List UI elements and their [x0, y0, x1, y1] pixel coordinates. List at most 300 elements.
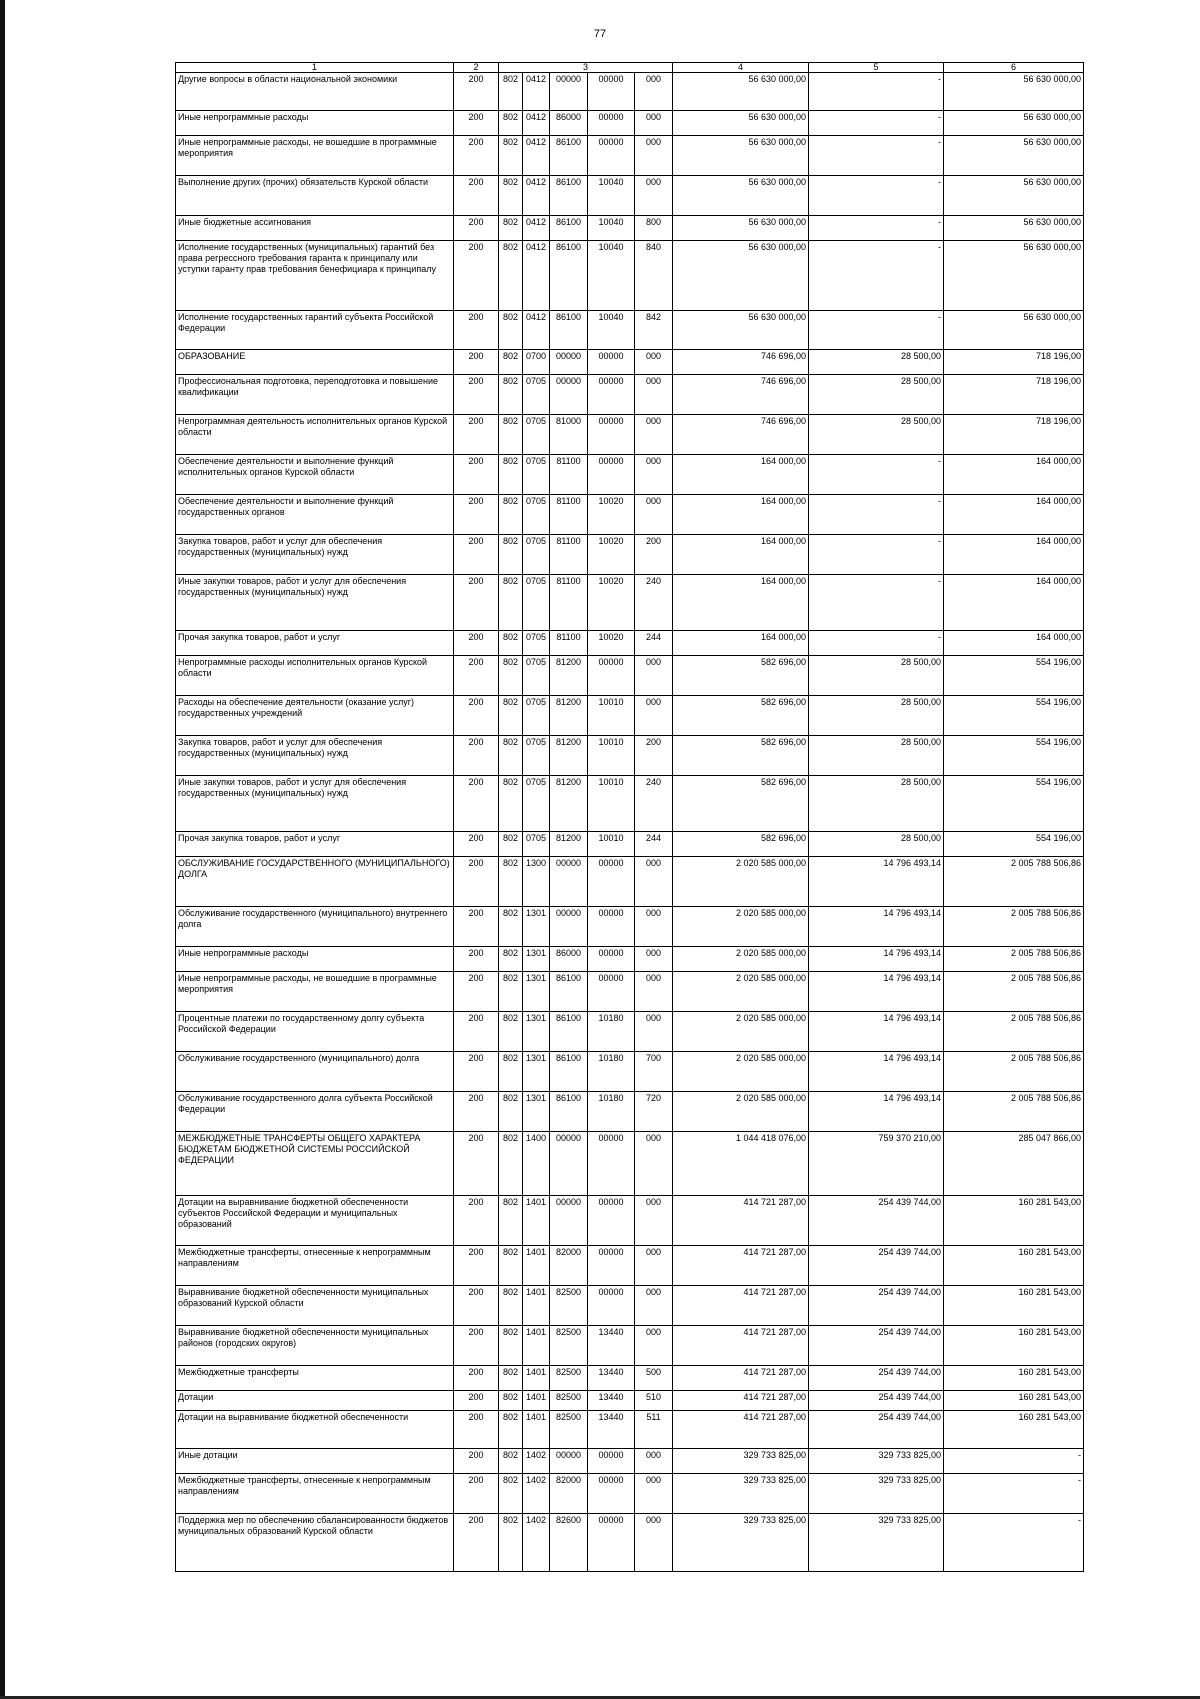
code-ministry: 802: [499, 1286, 523, 1326]
code-ministry: 802: [499, 656, 523, 696]
row-name: Обеспечение деятельности и выполнение функций государственных органов: [176, 495, 454, 535]
amount-col5: 14 796 493,14: [809, 972, 944, 1012]
row-name: Другие вопросы в области национальной экономики: [176, 73, 454, 111]
row-name: МЕЖБЮДЖЕТНЫЕ ТРАНСФЕРТЫ ОБЩЕГО ХАРАКТЕРА БЮДЖЕТАМ БЮДЖЕТНОЙ СИСТЕМЫ РОССИЙСКОЙ ФЕДЕРАЦИИ: [176, 1132, 454, 1196]
code-program: 81100: [550, 535, 588, 575]
code-direction: 00000: [588, 972, 635, 1012]
amount-col4: 2 020 585 000,00: [673, 1052, 809, 1092]
code-ministry: 802: [499, 350, 523, 375]
amount-col5: -: [809, 111, 944, 136]
code-ministry: 802: [499, 857, 523, 907]
table-row: [176, 350, 1084, 375]
code-direction: 13440: [588, 1366, 635, 1391]
code-ministry: 802: [499, 111, 523, 136]
amount-col6: 56 630 000,00: [944, 176, 1084, 216]
code-expense-type: 000: [635, 1196, 673, 1246]
code-direction: 10180: [588, 1012, 635, 1052]
amount-col5: 28 500,00: [809, 375, 944, 415]
code-program: 81200: [550, 736, 588, 776]
code-direction: 00000: [588, 350, 635, 375]
code-expense-type: 000: [635, 1474, 673, 1514]
amount-col4: 56 630 000,00: [673, 136, 809, 176]
table-row: [176, 535, 1084, 575]
code-program: 86000: [550, 111, 588, 136]
amount-col6: 164 000,00: [944, 455, 1084, 495]
code-ministry: 802: [499, 216, 523, 241]
col2-code: 200: [454, 1326, 499, 1366]
code-section: 0705: [523, 736, 550, 776]
amount-col5: -: [809, 535, 944, 575]
code-program: 86100: [550, 176, 588, 216]
table-row: [176, 111, 1084, 136]
col2-code: 200: [454, 776, 499, 832]
code-direction: 00000: [588, 455, 635, 495]
code-program: 00000: [550, 1132, 588, 1196]
amount-col5: -: [809, 216, 944, 241]
code-expense-type: 000: [635, 495, 673, 535]
amount-col4: 56 630 000,00: [673, 73, 809, 111]
code-direction: 00000: [588, 375, 635, 415]
code-expense-type: 840: [635, 241, 673, 311]
code-section: 1401: [523, 1286, 550, 1326]
code-expense-type: 000: [635, 1012, 673, 1052]
col2-code: 200: [454, 535, 499, 575]
amount-col6: 554 196,00: [944, 736, 1084, 776]
amount-col6: 160 281 543,00: [944, 1411, 1084, 1449]
code-section: 0705: [523, 776, 550, 832]
code-expense-type: 000: [635, 73, 673, 111]
row-name: Межбюджетные трансферты, отнесенные к непрограммным направлениям: [176, 1474, 454, 1514]
col2-code: 200: [454, 1411, 499, 1449]
amount-col5: 254 439 744,00: [809, 1286, 944, 1326]
amount-col6: 554 196,00: [944, 656, 1084, 696]
code-section: 1301: [523, 1092, 550, 1132]
amount-col5: -: [809, 176, 944, 216]
amount-col5: 28 500,00: [809, 832, 944, 857]
col2-code: 200: [454, 696, 499, 736]
header-col-1: 1: [176, 63, 454, 73]
code-section: 1401: [523, 1246, 550, 1286]
code-program: 00000: [550, 1196, 588, 1246]
code-ministry: 802: [499, 1052, 523, 1092]
amount-col6: 160 281 543,00: [944, 1326, 1084, 1366]
col2-code: 200: [454, 73, 499, 111]
amount-col5: -: [809, 575, 944, 631]
code-direction: 10040: [588, 241, 635, 311]
code-section: 1400: [523, 1132, 550, 1196]
table-row: [176, 1391, 1084, 1411]
code-ministry: 802: [499, 1092, 523, 1132]
amount-col4: 414 721 287,00: [673, 1246, 809, 1286]
col2-code: 200: [454, 375, 499, 415]
amount-col6: -: [944, 1449, 1084, 1474]
code-program: 81100: [550, 631, 588, 656]
amount-col6: 285 047 866,00: [944, 1132, 1084, 1196]
amount-col6: 2 005 788 506,86: [944, 947, 1084, 972]
amount-col4: 2 020 585 000,00: [673, 947, 809, 972]
col2-code: 200: [454, 1246, 499, 1286]
code-expense-type: 200: [635, 736, 673, 776]
table-row: [176, 1514, 1084, 1572]
budget-sheet: [175, 62, 1083, 1572]
amount-col6: 164 000,00: [944, 575, 1084, 631]
code-section: 0705: [523, 575, 550, 631]
code-section: 1402: [523, 1474, 550, 1514]
code-section: 0705: [523, 832, 550, 857]
amount-col4: 329 733 825,00: [673, 1449, 809, 1474]
col2-code: 200: [454, 1012, 499, 1052]
code-direction: 10040: [588, 311, 635, 350]
code-expense-type: 000: [635, 1132, 673, 1196]
code-expense-type: 000: [635, 176, 673, 216]
col2-code: 200: [454, 857, 499, 907]
amount-col5: 329 733 825,00: [809, 1514, 944, 1572]
amount-col4: 414 721 287,00: [673, 1366, 809, 1391]
amount-col4: 582 696,00: [673, 696, 809, 736]
col2-code: 200: [454, 1092, 499, 1132]
code-program: 82500: [550, 1286, 588, 1326]
code-ministry: 802: [499, 631, 523, 656]
col2-code: 200: [454, 1514, 499, 1572]
code-section: 0412: [523, 241, 550, 311]
row-name: Иные непрограммные расходы: [176, 947, 454, 972]
amount-col4: 164 000,00: [673, 455, 809, 495]
amount-col5: 28 500,00: [809, 415, 944, 455]
table-row: [176, 375, 1084, 415]
header-col-6: 6: [944, 63, 1084, 73]
code-expense-type: 000: [635, 972, 673, 1012]
amount-col6: 2 005 788 506,86: [944, 1092, 1084, 1132]
col2-code: 200: [454, 1052, 499, 1092]
code-direction: 00000: [588, 111, 635, 136]
code-ministry: 802: [499, 696, 523, 736]
col2-code: 200: [454, 1286, 499, 1326]
row-name: Обеспечение деятельности и выполнение функций исполнительных органов Курской области: [176, 455, 454, 495]
code-direction: 00000: [588, 136, 635, 176]
code-ministry: 802: [499, 907, 523, 947]
code-section: 0412: [523, 311, 550, 350]
amount-col4: 164 000,00: [673, 631, 809, 656]
amount-col6: 56 630 000,00: [944, 216, 1084, 241]
table-row: [176, 73, 1084, 111]
amount-col4: 414 721 287,00: [673, 1286, 809, 1326]
code-ministry: 802: [499, 1012, 523, 1052]
code-section: 1401: [523, 1366, 550, 1391]
row-name: Обслуживание государственного (муниципального) внутреннего долга: [176, 907, 454, 947]
col2-code: 200: [454, 736, 499, 776]
amount-col5: 14 796 493,14: [809, 857, 944, 907]
table-row: [176, 776, 1084, 832]
code-ministry: 802: [499, 1326, 523, 1366]
code-ministry: 802: [499, 1132, 523, 1196]
row-name: Прочая закупка товаров, работ и услуг: [176, 832, 454, 857]
row-name: Иные закупки товаров, работ и услуг для обеспечения государственных (муниципальных) нужд: [176, 575, 454, 631]
row-name: Поддержка мер по обеспечению сбалансированности бюджетов муниципальных образований Курской области: [176, 1514, 454, 1572]
col2-code: 200: [454, 216, 499, 241]
table-row: [176, 832, 1084, 857]
amount-col4: 56 630 000,00: [673, 176, 809, 216]
amount-col4: 164 000,00: [673, 535, 809, 575]
code-section: 0705: [523, 495, 550, 535]
amount-col5: 759 370 210,00: [809, 1132, 944, 1196]
amount-col5: -: [809, 136, 944, 176]
amount-col5: 254 439 744,00: [809, 1391, 944, 1411]
code-ministry: 802: [499, 495, 523, 535]
code-ministry: 802: [499, 535, 523, 575]
amount-col6: 2 005 788 506,86: [944, 907, 1084, 947]
code-program: 81200: [550, 776, 588, 832]
row-name: Профессиональная подготовка, переподготовка и повышение квалификации: [176, 375, 454, 415]
amount-col5: -: [809, 241, 944, 311]
code-program: 00000: [550, 350, 588, 375]
page-number: 77: [593, 28, 607, 40]
code-expense-type: 000: [635, 857, 673, 907]
code-expense-type: 000: [635, 696, 673, 736]
code-program: 86100: [550, 136, 588, 176]
row-name: Межбюджетные трансферты, отнесенные к непрограммным направлениям: [176, 1246, 454, 1286]
code-ministry: 802: [499, 575, 523, 631]
code-section: 0412: [523, 73, 550, 111]
code-ministry: 802: [499, 1391, 523, 1411]
row-name: Иные закупки товаров, работ и услуг для обеспечения государственных (муниципальных) нужд: [176, 776, 454, 832]
code-ministry: 802: [499, 241, 523, 311]
code-ministry: 802: [499, 776, 523, 832]
code-direction: 00000: [588, 1246, 635, 1286]
amount-col4: 414 721 287,00: [673, 1411, 809, 1449]
code-direction: 00000: [588, 415, 635, 455]
amount-col5: 14 796 493,14: [809, 907, 944, 947]
code-program: 82500: [550, 1411, 588, 1449]
amount-col5: -: [809, 631, 944, 656]
col2-code: 200: [454, 1366, 499, 1391]
amount-col6: 160 281 543,00: [944, 1196, 1084, 1246]
amount-col4: 329 733 825,00: [673, 1514, 809, 1572]
row-name: Закупка товаров, работ и услуг для обеспечения государственных (муниципальных) нужд: [176, 535, 454, 575]
code-direction: 13440: [588, 1391, 635, 1411]
row-name: Дотации на выравнивание бюджетной обеспеченности: [176, 1411, 454, 1449]
table-row: [176, 495, 1084, 535]
amount-col5: 28 500,00: [809, 656, 944, 696]
col2-code: 200: [454, 1132, 499, 1196]
code-section: 0412: [523, 176, 550, 216]
code-ministry: 802: [499, 1411, 523, 1449]
code-expense-type: 244: [635, 832, 673, 857]
col2-code: 200: [454, 1449, 499, 1474]
table-row: [176, 1366, 1084, 1391]
code-expense-type: 511: [635, 1411, 673, 1449]
code-section: 1402: [523, 1514, 550, 1572]
code-program: 86100: [550, 241, 588, 311]
code-expense-type: 000: [635, 947, 673, 972]
table-row: [176, 1326, 1084, 1366]
amount-col6: 164 000,00: [944, 495, 1084, 535]
code-direction: 10010: [588, 736, 635, 776]
amount-col4: 56 630 000,00: [673, 111, 809, 136]
code-ministry: 802: [499, 947, 523, 972]
table-row: [176, 176, 1084, 216]
col2-code: 200: [454, 455, 499, 495]
code-direction: 00000: [588, 1132, 635, 1196]
code-program: 86100: [550, 1052, 588, 1092]
amount-col6: 2 005 788 506,86: [944, 972, 1084, 1012]
code-section: 0705: [523, 535, 550, 575]
table-body: [176, 73, 1084, 1572]
row-name: Непрограммные расходы исполнительных органов Курской области: [176, 656, 454, 696]
table-row: [176, 1132, 1084, 1196]
code-section: 0705: [523, 455, 550, 495]
table-row: [176, 1012, 1084, 1052]
code-ministry: 802: [499, 1514, 523, 1572]
amount-col5: 329 733 825,00: [809, 1474, 944, 1514]
amount-col5: 14 796 493,14: [809, 1092, 944, 1132]
code-direction: 10040: [588, 176, 635, 216]
code-program: 00000: [550, 907, 588, 947]
code-program: 82000: [550, 1246, 588, 1286]
amount-col4: 414 721 287,00: [673, 1391, 809, 1411]
code-expense-type: 000: [635, 375, 673, 415]
amount-col6: 718 196,00: [944, 375, 1084, 415]
col2-code: 200: [454, 907, 499, 947]
code-section: 1401: [523, 1326, 550, 1366]
code-expense-type: 240: [635, 776, 673, 832]
code-expense-type: 720: [635, 1092, 673, 1132]
row-name: Иные непрограммные расходы, не вошедшие в программные мероприятия: [176, 972, 454, 1012]
code-expense-type: 800: [635, 216, 673, 241]
code-expense-type: 000: [635, 1449, 673, 1474]
code-program: 00000: [550, 375, 588, 415]
amount-col6: 160 281 543,00: [944, 1366, 1084, 1391]
row-name: Исполнение государственных (муниципальных) гарантий без права регрессного требования гаранта к принципалу или уступки гаранту прав требования бенефициара к принципалу: [176, 241, 454, 311]
row-name: Исполнение государственных гарантий субъекта Российской Федерации: [176, 311, 454, 350]
amount-col4: 2 020 585 000,00: [673, 972, 809, 1012]
code-expense-type: 000: [635, 415, 673, 455]
code-section: 0705: [523, 375, 550, 415]
amount-col6: 554 196,00: [944, 776, 1084, 832]
code-program: 81200: [550, 656, 588, 696]
code-direction: 10010: [588, 696, 635, 736]
code-ministry: 802: [499, 972, 523, 1012]
amount-col6: 56 630 000,00: [944, 241, 1084, 311]
code-direction: 00000: [588, 1196, 635, 1246]
col2-code: 200: [454, 1474, 499, 1514]
code-program: 82000: [550, 1474, 588, 1514]
row-name: Закупка товаров, работ и услуг для обеспечения государственных (муниципальных) нужд: [176, 736, 454, 776]
table-row: [176, 696, 1084, 736]
row-name: Процентные платежи по государственному долгу субъекта Российской Федерации: [176, 1012, 454, 1052]
code-section: 0705: [523, 656, 550, 696]
code-direction: 00000: [588, 1449, 635, 1474]
code-expense-type: 000: [635, 1514, 673, 1572]
table-row: [176, 241, 1084, 311]
code-direction: 13440: [588, 1411, 635, 1449]
amount-col5: 28 500,00: [809, 776, 944, 832]
col2-code: 200: [454, 575, 499, 631]
amount-col5: 28 500,00: [809, 350, 944, 375]
code-ministry: 802: [499, 736, 523, 776]
code-expense-type: 000: [635, 136, 673, 176]
col2-code: 200: [454, 176, 499, 216]
amount-col5: 14 796 493,14: [809, 947, 944, 972]
code-expense-type: 000: [635, 656, 673, 696]
amount-col4: 414 721 287,00: [673, 1326, 809, 1366]
amount-col6: 718 196,00: [944, 415, 1084, 455]
table-row: [176, 736, 1084, 776]
code-program: 86100: [550, 1012, 588, 1052]
amount-col5: 329 733 825,00: [809, 1449, 944, 1474]
table-row: [176, 1474, 1084, 1514]
code-program: 81200: [550, 696, 588, 736]
col2-code: 200: [454, 631, 499, 656]
code-expense-type: 000: [635, 1286, 673, 1326]
amount-col6: -: [944, 1514, 1084, 1572]
code-direction: 10020: [588, 535, 635, 575]
table-row: [176, 1196, 1084, 1246]
amount-col5: -: [809, 73, 944, 111]
code-section: 0700: [523, 350, 550, 375]
code-section: 0412: [523, 111, 550, 136]
code-program: 82500: [550, 1366, 588, 1391]
code-program: 81100: [550, 455, 588, 495]
amount-col5: 254 439 744,00: [809, 1246, 944, 1286]
code-program: 82600: [550, 1514, 588, 1572]
code-direction: 10020: [588, 495, 635, 535]
code-section: 1301: [523, 972, 550, 1012]
code-ministry: 802: [499, 136, 523, 176]
code-section: 1301: [523, 1052, 550, 1092]
row-name: Иные бюджетные ассигнования: [176, 216, 454, 241]
code-direction: 00000: [588, 1514, 635, 1572]
code-direction: 00000: [588, 857, 635, 907]
col2-code: 200: [454, 972, 499, 1012]
amount-col5: -: [809, 455, 944, 495]
table-row: [176, 216, 1084, 241]
code-program: 81100: [550, 575, 588, 631]
amount-col6: 56 630 000,00: [944, 136, 1084, 176]
code-ministry: 802: [499, 455, 523, 495]
code-section: 1401: [523, 1391, 550, 1411]
amount-col6: -: [944, 1474, 1084, 1514]
row-name: Обслуживание государственного (муниципального) долга: [176, 1052, 454, 1092]
amount-col4: 582 696,00: [673, 656, 809, 696]
row-name: Выравнивание бюджетной обеспеченности муниципальных образований Курской области: [176, 1286, 454, 1326]
table-row: [176, 631, 1084, 656]
amount-col5: 254 439 744,00: [809, 1196, 944, 1246]
code-expense-type: 000: [635, 1326, 673, 1366]
table-row: [176, 1286, 1084, 1326]
col2-code: 200: [454, 1196, 499, 1246]
code-ministry: 802: [499, 311, 523, 350]
code-program: 86000: [550, 947, 588, 972]
amount-col4: 746 696,00: [673, 350, 809, 375]
col2-code: 200: [454, 241, 499, 311]
code-program: 81100: [550, 495, 588, 535]
row-name: Иные непрограммные расходы: [176, 111, 454, 136]
code-ministry: 802: [499, 1246, 523, 1286]
code-expense-type: 200: [635, 535, 673, 575]
code-program: 81200: [550, 832, 588, 857]
code-expense-type: 000: [635, 111, 673, 136]
code-program: 00000: [550, 73, 588, 111]
code-section: 1300: [523, 857, 550, 907]
code-direction: 00000: [588, 73, 635, 111]
amount-col5: 28 500,00: [809, 736, 944, 776]
amount-col6: 554 196,00: [944, 832, 1084, 857]
amount-col4: 2 020 585 000,00: [673, 1092, 809, 1132]
amount-col4: 414 721 287,00: [673, 1196, 809, 1246]
row-name: Дотации: [176, 1391, 454, 1411]
code-expense-type: 500: [635, 1366, 673, 1391]
col2-code: 200: [454, 1391, 499, 1411]
